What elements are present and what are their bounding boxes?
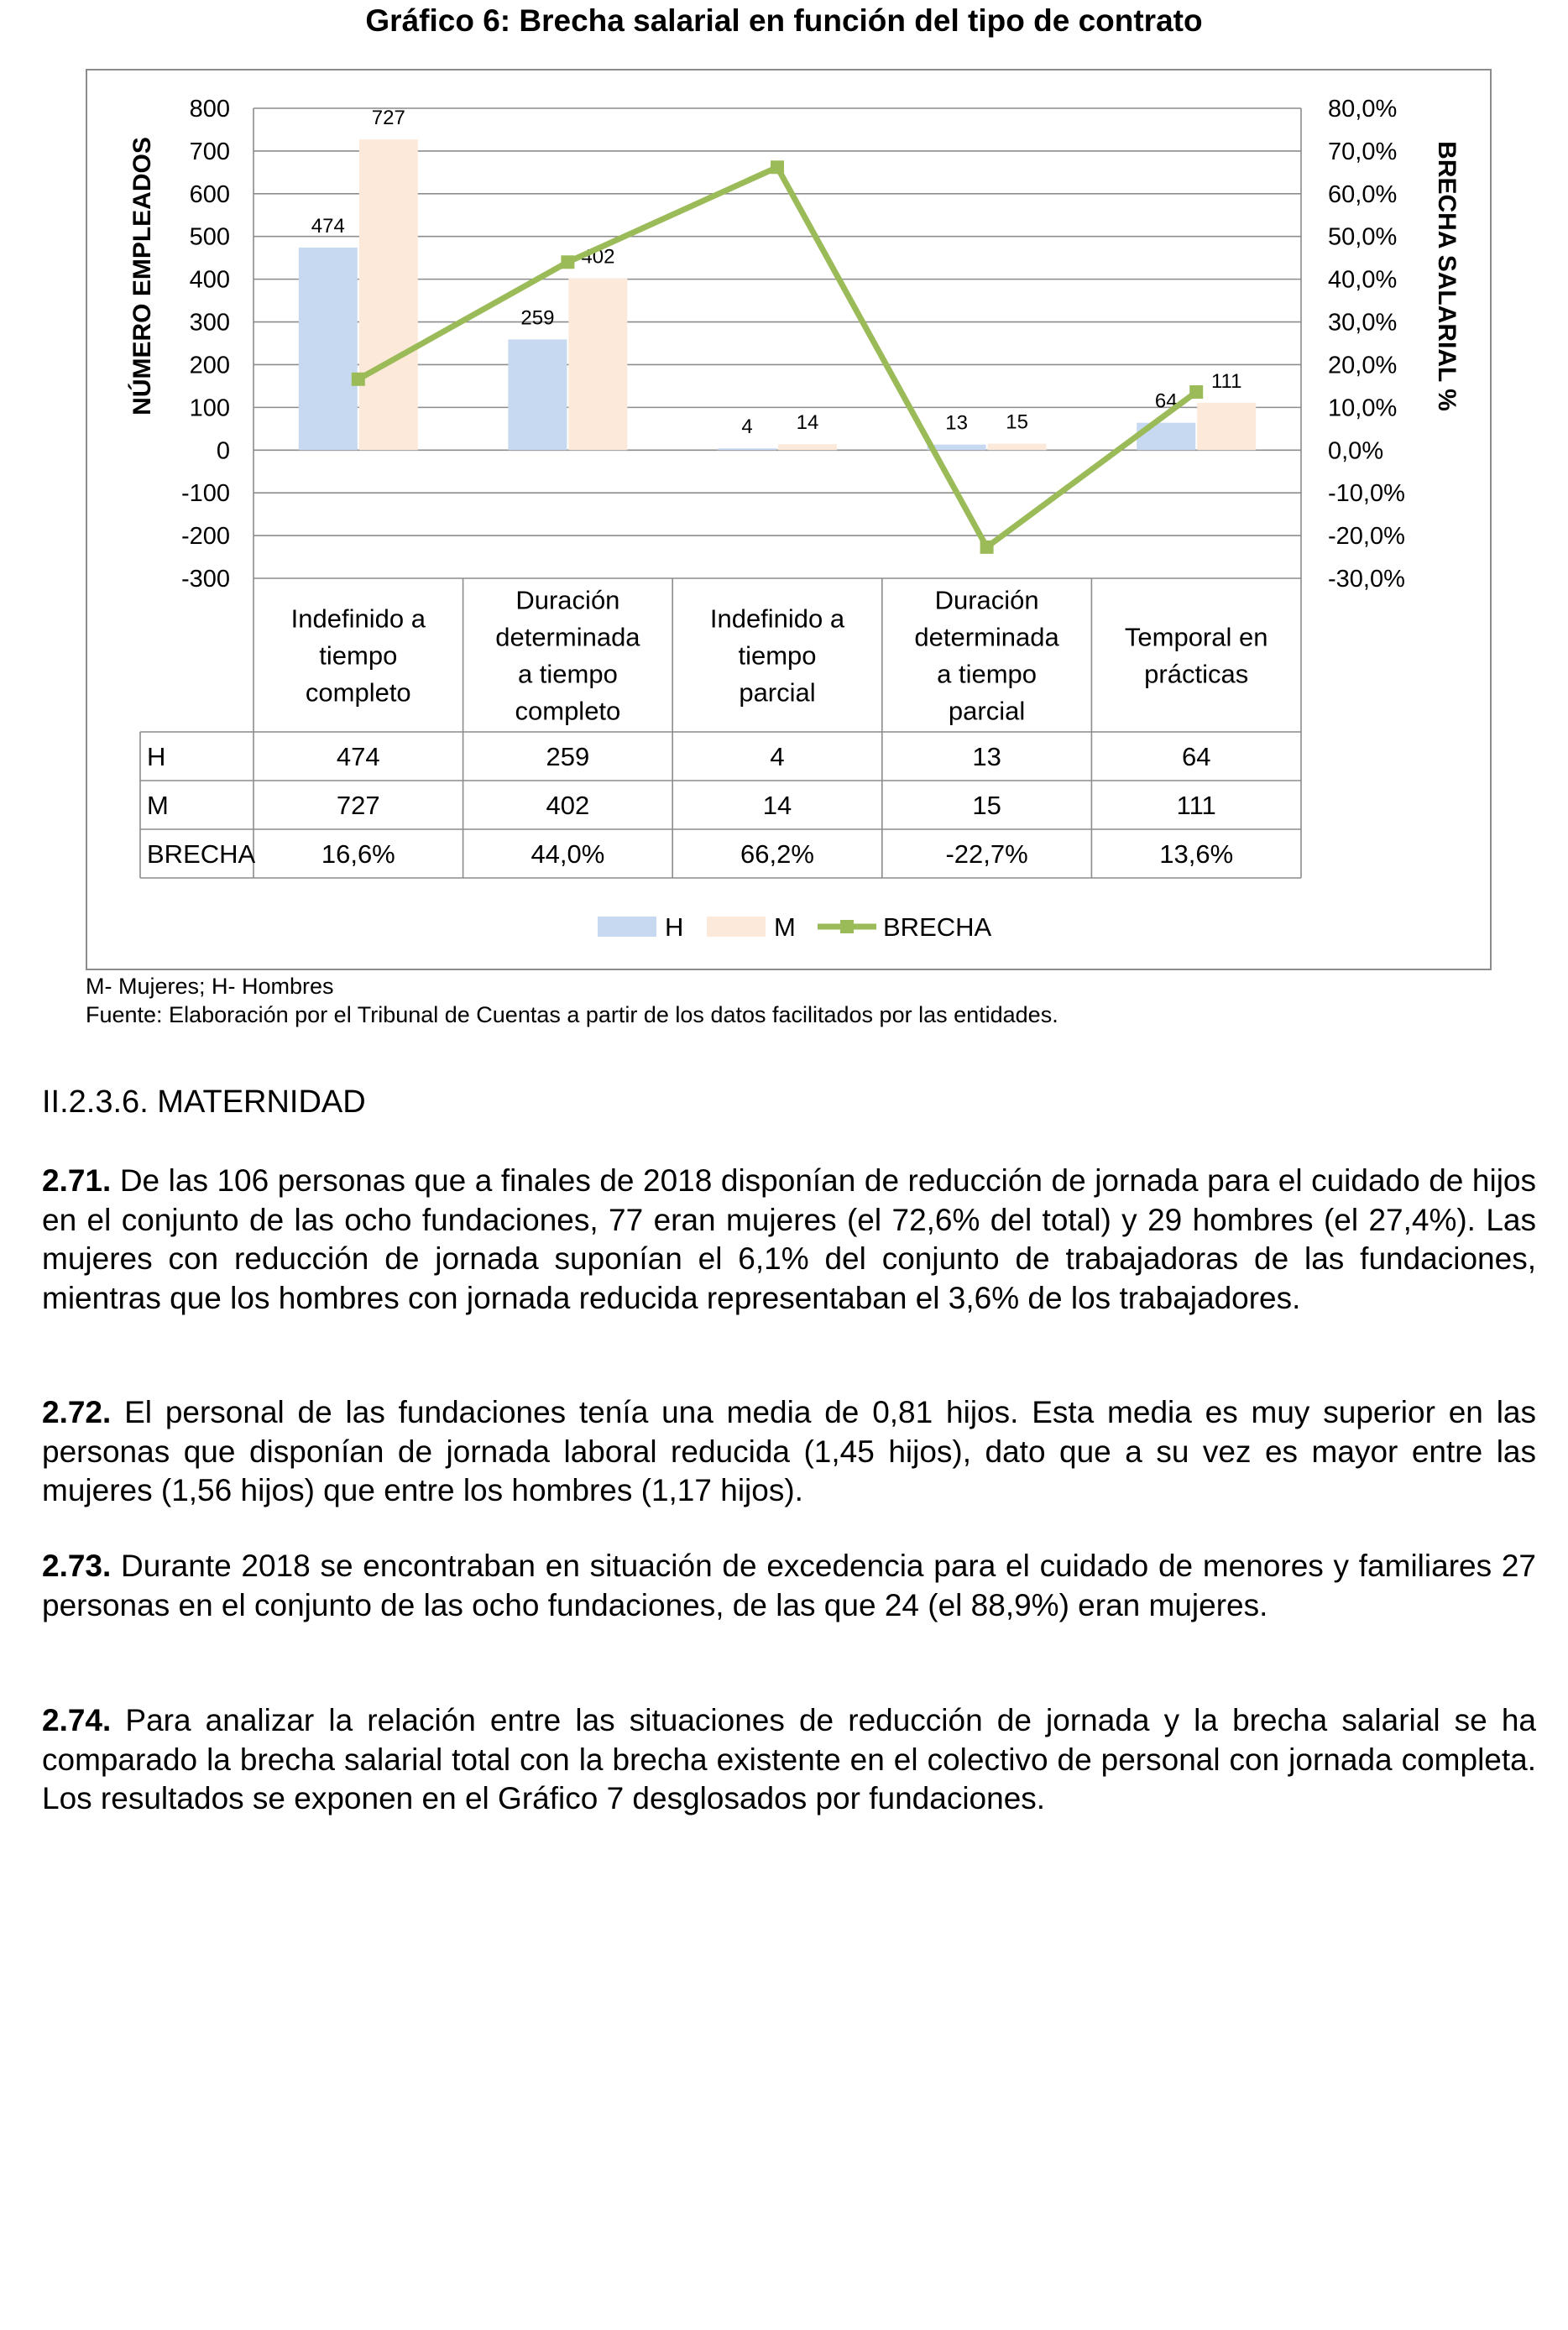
paragraph-text: El personal de las fundaciones tenía una media de 0,81 hijos. Esta media es muy superior en las personas que disponían de jornada laboral reducida (1,45 hijos), dato que a su vez es mayor entre las mujeres (1,56 hijos) que entre los hombres (1,17 hijos). [42, 1395, 1536, 1507]
y2-tick-label: 40,0% [1328, 266, 1398, 294]
table-cell: 4 [770, 742, 785, 771]
y-axis-title: NÚMERO EMPLEADOS [128, 137, 156, 415]
table-cell: 44,0% [531, 839, 605, 869]
y2-tick-label: -20,0% [1328, 523, 1405, 551]
category-label: parcial [948, 696, 1026, 726]
paragraph-text: De las 106 personas que a finales de 2018 disponían de reducción de jornada para el cuidado de hijos en el conjunto de las ocho fundaciones, 77 eran mujeres (el 72,6% del total) y 29 hombres (el 27,4%). Las mujeres con reducción de jornada suponían el 6,1% del conjunto de trabajadoras de las fundaciones, mientras que los hombres con jornada reducida representaban el 3,6% de los trabajadores. [42, 1163, 1536, 1315]
paragraph-number: 2.72. [42, 1395, 112, 1429]
notes-source: Fuente: Elaboración por el Tribunal de Cuentas a partir de los datos facilitados por las entidades. [86, 1002, 1058, 1027]
y-tick-label: 500 [189, 223, 230, 251]
table-cell: 402 [546, 791, 590, 820]
y2-tick-label: -30,0% [1328, 566, 1405, 593]
table-cell: -22,7% [945, 839, 1028, 869]
y2-tick-label: 60,0% [1328, 180, 1398, 208]
paragraph-2-72 [42, 1393, 1536, 1511]
legend-swatch-brecha-marker [840, 920, 854, 933]
chart-frame [86, 69, 1492, 970]
chart-svg [87, 71, 1490, 969]
legend-label-brecha: BRECHA [883, 912, 992, 942]
table-cell: 16,6% [321, 839, 395, 869]
bar-m [1197, 403, 1256, 451]
line-brecha-marker [771, 160, 784, 174]
y-tick-label: 200 [189, 352, 230, 379]
category-label: tiempo [738, 640, 817, 671]
paragraph-2-73 [42, 1547, 1536, 1625]
line-brecha-marker [561, 255, 574, 269]
legend-label-m: M [774, 912, 796, 942]
y2-tick-label: 80,0% [1328, 96, 1398, 123]
bar-h [508, 339, 567, 450]
y-tick-label: 300 [189, 309, 230, 337]
category-label: tiempo [319, 640, 398, 671]
category-label: determinada [495, 622, 640, 652]
paragraph-2-74 [42, 1701, 1536, 1819]
category-label: Indefinido a [290, 603, 426, 634]
y-tick-label: 0 [216, 437, 230, 465]
paragraph-2-71 [42, 1162, 1536, 1318]
bar-data-label: 14 [796, 411, 819, 435]
category-label: parcial [739, 677, 816, 708]
y2-tick-label: 30,0% [1328, 309, 1398, 337]
category-label: completo [305, 677, 411, 708]
table-cell: 259 [546, 742, 590, 771]
bar-data-label: 259 [520, 306, 555, 330]
table-cell: 13,6% [1159, 839, 1234, 869]
bar-data-label: 727 [371, 107, 405, 130]
table-cell: 111 [1176, 791, 1216, 820]
paragraph-text: Durante 2018 se encontraban en situación de excedencia para el cuidado de menores y familiares 27 personas en el conjunto de las ocho fundaciones, de las que 24 (el 88,9%) eran mujeres. [42, 1549, 1536, 1622]
bar-m [568, 279, 627, 451]
table-cell: 13 [972, 742, 1001, 771]
category-label: Duración [934, 585, 1039, 615]
bar-data-label: 64 [1154, 389, 1178, 413]
bar-data-label: 111 [1210, 369, 1242, 393]
y-tick-label: -300 [180, 566, 230, 593]
y-tick-label: -200 [180, 523, 230, 551]
paragraph-number: 2.71. [42, 1163, 112, 1198]
bar-data-label: 13 [945, 411, 968, 435]
line-brecha [358, 167, 1196, 547]
y-tick-label: 800 [189, 96, 230, 123]
notes-abbreviations: M- Mujeres; H- Hombres [86, 974, 334, 999]
y2-axis-title: BRECHA SALARIAL % [1433, 141, 1461, 411]
bar-m [359, 139, 418, 450]
y2-tick-label: 20,0% [1328, 352, 1398, 379]
category-label: a tiempo [937, 659, 1037, 689]
y-tick-label: 700 [189, 138, 230, 165]
y-tick-label: -100 [180, 480, 230, 508]
paragraph-text: Para analizar la relación entre las situaciones de reducción de jornada y la brecha salarial se ha comparado la brecha salarial total con la brecha existente en el colectivo de personal con jornada completa. Los resultados se exponen en el Gráfico 7 desglosados por fundaciones. [42, 1703, 1536, 1815]
table-cell: 727 [336, 791, 380, 820]
legend-swatch-h [598, 917, 656, 937]
category-label: Duración [515, 585, 620, 615]
legend-label-h: H [665, 912, 684, 942]
table-cell: 474 [336, 742, 380, 771]
bar-data-label: 4 [741, 415, 753, 439]
bar-data-label: 474 [311, 214, 345, 238]
line-brecha-marker [980, 541, 994, 554]
table-row-header: BRECHA [147, 839, 256, 869]
category-label: Temporal en [1124, 622, 1268, 652]
bar-m [778, 444, 837, 450]
paragraph-number: 2.73. [42, 1549, 112, 1583]
category-label: a tiempo [517, 659, 618, 689]
table-cell: 64 [1181, 742, 1211, 771]
table-cell: 66,2% [740, 839, 814, 869]
y2-tick-label: 0,0% [1328, 437, 1384, 465]
paragraph-number: 2.74. [42, 1703, 112, 1737]
table-row-header: M [147, 791, 169, 820]
line-brecha-marker [352, 373, 365, 386]
bar-data-label: 402 [581, 245, 615, 269]
y2-tick-label: -10,0% [1328, 480, 1405, 508]
y-tick-label: 100 [189, 394, 230, 422]
chart-notes [86, 972, 1058, 1029]
table-cell: 15 [972, 791, 1001, 820]
line-brecha-marker [1189, 385, 1203, 399]
y2-tick-label: 50,0% [1328, 223, 1398, 251]
bar-m [988, 444, 1047, 451]
bar-data-label: 15 [1006, 410, 1028, 434]
legend-swatch-m [707, 917, 766, 937]
chart-title: Gráfico 6: Brecha salarial en función del tipo de contrato [365, 3, 1203, 38]
y-tick-label: 600 [189, 180, 230, 208]
category-label: prácticas [1144, 659, 1249, 689]
bar-h [718, 448, 776, 450]
category-label: determinada [914, 622, 1059, 652]
table-cell: 14 [762, 791, 792, 820]
section-title: II.2.3.6. MATERNIDAD [42, 1084, 366, 1120]
category-label: completo [515, 696, 621, 726]
y2-tick-label: 70,0% [1328, 138, 1398, 165]
category-label: Indefinido a [709, 603, 845, 634]
bar-h [299, 248, 358, 450]
y2-tick-label: 10,0% [1328, 394, 1398, 422]
table-row-header: H [147, 742, 166, 771]
y-tick-label: 400 [189, 266, 230, 294]
